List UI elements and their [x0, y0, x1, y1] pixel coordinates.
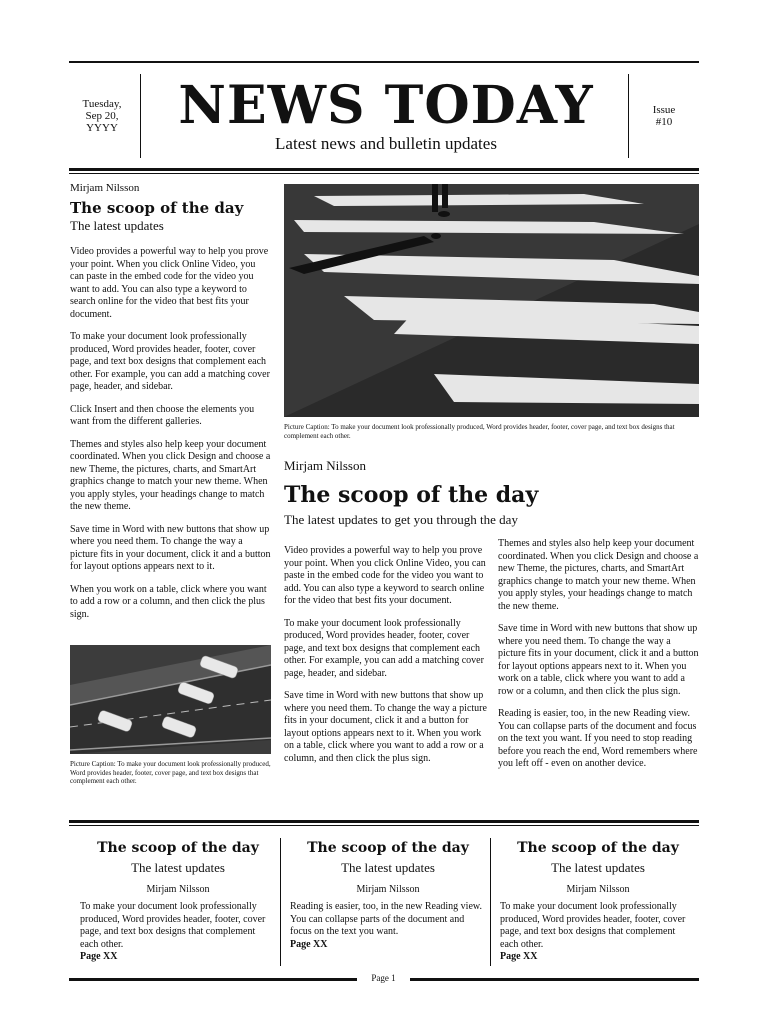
bottom-article-headline: The scoop of the day [97, 840, 259, 856]
bottom-article-text: Reading is easier, too, in the new Reading view. You can collapse parts of the document and focus on the text you want. [290, 901, 482, 937]
bottom-article-author: Mirjam Nilsson [356, 884, 420, 895]
masthead-divider-right [628, 74, 629, 158]
left-article-body: Video provides a powerful way to help you prove your point. When you click Online Video, you can paste in the embed code for the video you want to add. You can also type a keyword to search online for the video that best fits your document. To make your document look professionally produced, Word provides header, footer, cover page, and text box designs that complement each other. For example, you can add a matching cover page, header, and sidebar. Click Insert and then choose the elements you want from the different galleries. Themes and styles also help keep your document coordinated. When you click Design and choose a new Theme, the pictures, charts, and SmartArt graphics change to match your new theme. When you apply styles, your headings change to match the new theme. Save time in Word with new buttons that show up where you need them. To change the way a picture fits in your document, click it and a button for layout options appears next to it. When you work on a table, click where you want to add a row or a column, and then click the plus sign. [70, 246, 271, 620]
bottom-article-2 [290, 840, 486, 950]
highway-photo-caption: Picture Caption: To make your document look professionally produced, Word provides header, footer, cover page, and text box designs that complement each other. [70, 760, 271, 785]
left-article-author: Mirjam Nilsson [70, 182, 140, 194]
page-number: Page 1 [371, 973, 396, 983]
issue-number: Issue #10 [652, 104, 676, 128]
main-article-column-1: Video provides a powerful way to help you prove your point. When you click Online Video, you can paste in the embed code for the video you want to add. You can also type a keyword to search online for the video that best fits your document. To make your document look professionally produced, Word provides header, footer, cover page, and text box designs that complement each other. For example, you can add a matching cover page, header, and sidebar. Save time in Word with new buttons that show up where you need them. To change the way a picture fits in your document, click it and a button for layout options appears next to it. When you work on a table, click where you want to add a row or a column, and then click the plus sign. [284, 545, 487, 764]
crosswalk-photo [284, 184, 699, 417]
issue-date: Tuesday, Sep 20, YYYY [82, 98, 122, 134]
bottom-article-text: To make your document look professionally produced, Word provides header, footer, cover page, and text box designs that complement each other. [500, 901, 686, 950]
footer-rule-right [410, 978, 699, 981]
bottom-article-subhead: The latest updates [551, 860, 645, 875]
masthead-bottom-rule-thin [69, 173, 699, 174]
bottom-divider-2 [490, 838, 491, 966]
masthead-divider-left [140, 74, 141, 158]
bottom-article-headline: The scoop of the day [307, 840, 469, 856]
main-article-headline: The scoop of the day [284, 482, 539, 508]
bottom-article-subhead: The latest updates [131, 860, 225, 875]
left-article-subhead: The latest updates [70, 218, 164, 233]
bottom-article-author: Mirjam Nilsson [146, 884, 210, 895]
page-reference: Page XX [500, 951, 538, 962]
bottom-article-subhead: The latest updates [341, 860, 435, 875]
newspaper-subtitle: Latest news and bulletin updates [275, 134, 497, 153]
bottom-article-author: Mirjam Nilsson [566, 884, 630, 895]
bottom-divider-1 [280, 838, 281, 966]
main-article-subhead: The latest updates to get you through the day [284, 512, 518, 527]
bottom-section-rule-thick [69, 820, 699, 823]
footer-rule-left [69, 978, 357, 981]
crosswalk-photo-caption: Picture Caption: To make your document look professionally produced, Word provides header, footer, cover page, and text box designs that complement each other. [284, 423, 675, 440]
bottom-article-3 [500, 840, 696, 962]
bottom-article-text: To make your document look professionally produced, Word provides header, footer, cover page, and text box designs that complement each other. [80, 901, 266, 950]
bottom-article-1 [80, 840, 276, 962]
bottom-article-headline: The scoop of the day [517, 840, 679, 856]
left-article-headline: The scoop of the day [70, 199, 244, 217]
page-reference: Page XX [80, 951, 118, 962]
main-article-author: Mirjam Nilsson [284, 458, 366, 473]
masthead-bottom-rule-thick [69, 168, 699, 171]
newspaper-title: NEWS TODAY [178, 75, 594, 136]
top-rule [69, 61, 699, 63]
highway-photo [70, 645, 271, 754]
bottom-section-rule-thin [69, 825, 699, 826]
main-article-column-2: Themes and styles also help keep your document coordinated. When you click Design and choose a new Theme, the pictures, charts, and SmartArt graphics change to match your new theme. When you apply styles, your headings change to match the new theme. Save time in Word with new buttons that show up where you need them. To change the way a picture fits in your document, click it and a button for layout options appears next to it. When you work on a table, click where you want to add a row or a column, and then click the plus sign. Reading is easier, too, in the new Reading view. You can collapse parts of the document and focus on the text you want. If you need to stop reading before you reach the end, Word remembers where you left off - even on another device. [498, 538, 699, 769]
page-reference: Page XX [290, 938, 328, 950]
